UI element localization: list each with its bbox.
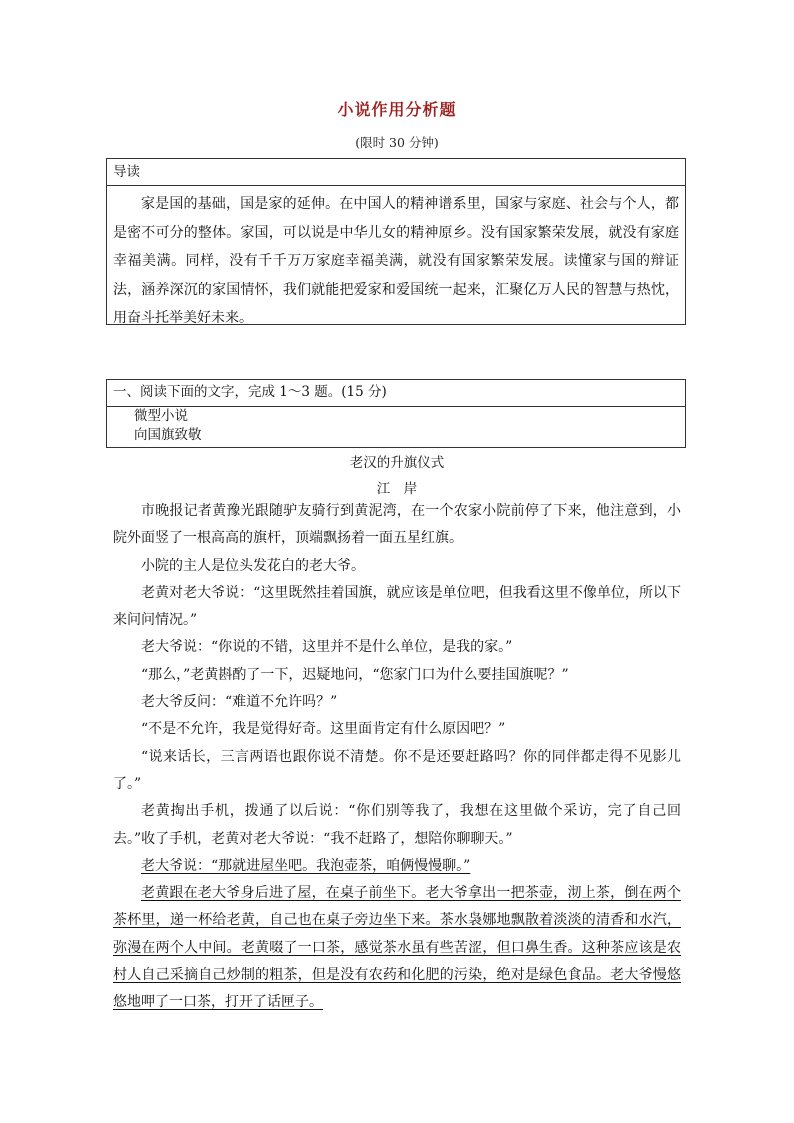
story-title: 老汉的升旗仪式	[349, 455, 445, 471]
story-paragraph: 老黄掏出手机，拨通了以后说：“你们别等我了，我想在这里做个采访，完了自己回去。”收了手机，老黄对老大爷说：“我不赶路了，想陪你聊聊天。”	[113, 803, 681, 847]
theme-label: 向国旗致敬	[134, 427, 202, 443]
question-box	[106, 379, 686, 448]
story-body	[113, 498, 681, 1017]
story-paragraph: 老大爷说：“你说的不错，这里并不是什么单位，是我的家。”	[141, 639, 513, 656]
page-title: 小说作用分析题	[337, 100, 457, 119]
intro-heading: 导读	[107, 159, 685, 186]
story-paragraph: “不是不允许，我是觉得好奇。这里面肯定有什么原因吧？”	[141, 721, 506, 738]
question-heading: 一、阅读下面的文字，完成 1～3 题。(15 分)	[107, 380, 685, 407]
intro-body: 家是国的基础，国是家的延伸。在中国人的精神谱系里，国家与家庭、社会与个人，都是密不可分的整体。家国，可以说是中华儿女的精神原乡。没有国家繁荣发展，就没有家庭幸福美满。同样，没有千千万万家庭幸福美满，就没有国家繁荣发展。读懂家与国的辩证法，涵养深沉的家国情怀，我们就能把爱家和爱国统一起来，汇聚亿万人民的智慧与热忱，用奋斗托举美好未来。	[113, 196, 679, 326]
story-author: 江 岸	[376, 481, 418, 497]
story-paragraph: 市晚报记者黄豫光跟随驴友骑行到黄泥湾，在一个农家小院前停了下来，他注意到，小院外面竖了一根高高的旗杆，顶端飘扬着一面五星红旗。	[113, 503, 681, 547]
story-paragraph: 老大爷反问：“难道不允许吗？”	[141, 694, 338, 711]
underlined-paragraph: 老大爷说：“那就进屋坐吧。我泡壶茶，咱俩慢慢聊。”	[141, 857, 471, 874]
time-limit-subtitle: (限时 30 分钟)	[355, 135, 439, 150]
genre-label: 微型小说	[134, 408, 188, 424]
story-paragraph: “说来话长，三言两语也跟你说不清楚。你不是还要赶路吗？你的同伴都走得不见影儿了。”	[113, 748, 681, 792]
story-paragraph: 老黄对老大爷说：“这里既然挂着国旗，就应该是单位吧，但我看这里不像单位，所以下来问问情况。”	[113, 584, 681, 629]
story-paragraph: 小院的主人是位头发花白的老大爷。	[141, 557, 365, 574]
underlined-paragraph: 老黄跟在老大爷身后进了屋，在桌子前坐下。老大爷拿出一把茶壶，沏上茶，倒在两个茶杯里，递一杯给老黄，自己也在桌子旁边坐下来。茶水袅娜地飘散着淡淡的清香和水汽，弥漫在两个人中间。老黄啜了一口茶，感觉茶水虽有些苦涩，但口鼻生香。这种茶应该是农村人自己采摘自己炒制的粗茶，但是没有农药和化肥的污染，绝对是绿色食品。老大爷慢悠悠地呷了一口茶，打开了话匣子。	[113, 885, 681, 1011]
story-paragraph: “那么，”老黄斟酌了一下，迟疑地问，“您家门口为什么要挂国旗呢？”	[141, 666, 569, 683]
intro-box	[106, 158, 686, 325]
